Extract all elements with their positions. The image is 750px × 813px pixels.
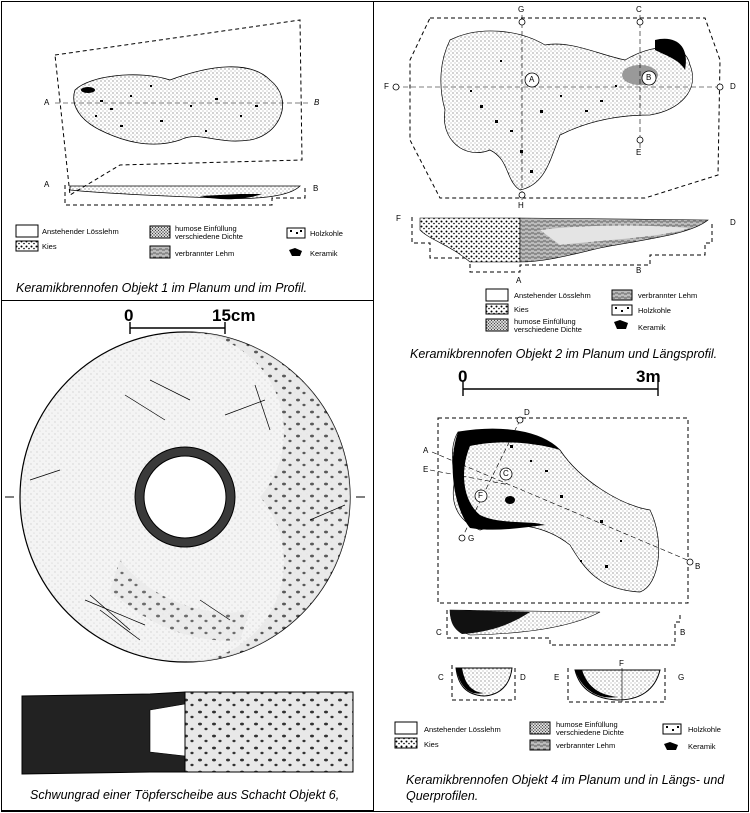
panel4-legend-holzkohle: Holzkohle xyxy=(688,725,721,734)
panel1-legend-kies: Kies xyxy=(42,242,57,251)
panel4-point-d: D xyxy=(524,408,530,417)
panel2-point-g: G xyxy=(518,5,525,14)
panel2-point-b: B xyxy=(646,73,652,82)
panel1-profile-a: A xyxy=(44,180,50,189)
panel1-legend-keramik: Keramik xyxy=(310,249,338,258)
panel1-profile-b: B xyxy=(313,184,319,193)
panel4-cross-d: D xyxy=(520,673,526,682)
panel2-profile-a: A xyxy=(516,276,522,285)
panel2-legend-loess: Anstehender Lösslehm xyxy=(514,291,591,300)
panel2-legend-holzkohle: Holzkohle xyxy=(638,306,671,315)
panel4-cross-g: G xyxy=(678,673,685,682)
panel4-point-e: E xyxy=(423,465,429,474)
panel4-point-c: C xyxy=(503,469,509,478)
panel2-point-d: D xyxy=(730,82,736,91)
panel1-caption: Keramikbrennofen Objekt 1 im Planum und im Profil. xyxy=(16,281,308,295)
panel2-point-e: E xyxy=(636,148,642,157)
panel1-point-b: B xyxy=(314,98,320,107)
outer-frame xyxy=(1,1,749,812)
panel4-scale-end: 3m xyxy=(636,367,661,386)
panel2-profile-f: F xyxy=(396,214,401,223)
panel4-legend-lehm: verbrannter Lehm xyxy=(556,741,616,750)
panel4-point-a: A xyxy=(423,446,429,455)
panel2-legend-humose: humose Einfüllung verschiedene Dichte xyxy=(514,317,582,334)
panel2-legend-lehm: verbrannter Lehm xyxy=(638,291,698,300)
panel2-point-c: C xyxy=(636,5,642,14)
panel4-cross-c: C xyxy=(438,673,444,682)
panel2-caption: Keramikbrennofen Objekt 2 im Planum und Längsprofil. xyxy=(410,347,718,361)
panel4-legend-kies: Kies xyxy=(424,740,439,749)
panel4-cross-e: E xyxy=(554,673,560,682)
panel4-point-f: F xyxy=(478,491,483,500)
panel4-profile-b: B xyxy=(680,628,686,637)
panel3-caption: Schwungrad einer Töpferscheibe aus Schacht Objekt 6, xyxy=(30,788,340,802)
panel2-point-h: H xyxy=(518,201,524,210)
panel2-point-a: A xyxy=(529,75,535,84)
panel4-scale-zero: 0 xyxy=(458,367,468,386)
panel3-scale-zero: 0 xyxy=(124,306,134,325)
panel4-point-b: B xyxy=(695,562,701,571)
panel2-legend-keramik: Keramik xyxy=(638,323,666,332)
panel4-legend-loess: Anstehender Lösslehm xyxy=(424,725,501,734)
panel4-legend-humose: humose Einfüllung verschiedene Dichte xyxy=(556,720,624,737)
panel4-legend-keramik: Keramik xyxy=(688,742,716,751)
panel4-caption: Keramikbrennofen Objekt 4 im Planum und in Längs- und Querprofilen. xyxy=(406,773,725,803)
panel2-profile-b: B xyxy=(636,266,642,275)
panel2-profile-d: D xyxy=(730,218,736,227)
panel3-scale-end: 15cm xyxy=(212,306,256,325)
panel4-point-g: G xyxy=(468,534,475,543)
panel1-legend-holzkohle: Holzkohle xyxy=(310,229,343,238)
panel1-legend-loess: Anstehender Lösslehm xyxy=(42,227,119,236)
panel4-cross-f: F xyxy=(619,659,624,668)
panel2-point-f: F xyxy=(384,82,389,91)
panel1-point-a: A xyxy=(44,98,50,107)
panel4-profile-c: C xyxy=(436,628,442,637)
panel1-legend-lehm: verbrannter Lehm xyxy=(175,249,235,258)
panel1-legend-humose: humose Einfüllung verschiedene Dichte xyxy=(175,224,243,241)
panel2-legend-kies: Kies xyxy=(514,305,529,314)
